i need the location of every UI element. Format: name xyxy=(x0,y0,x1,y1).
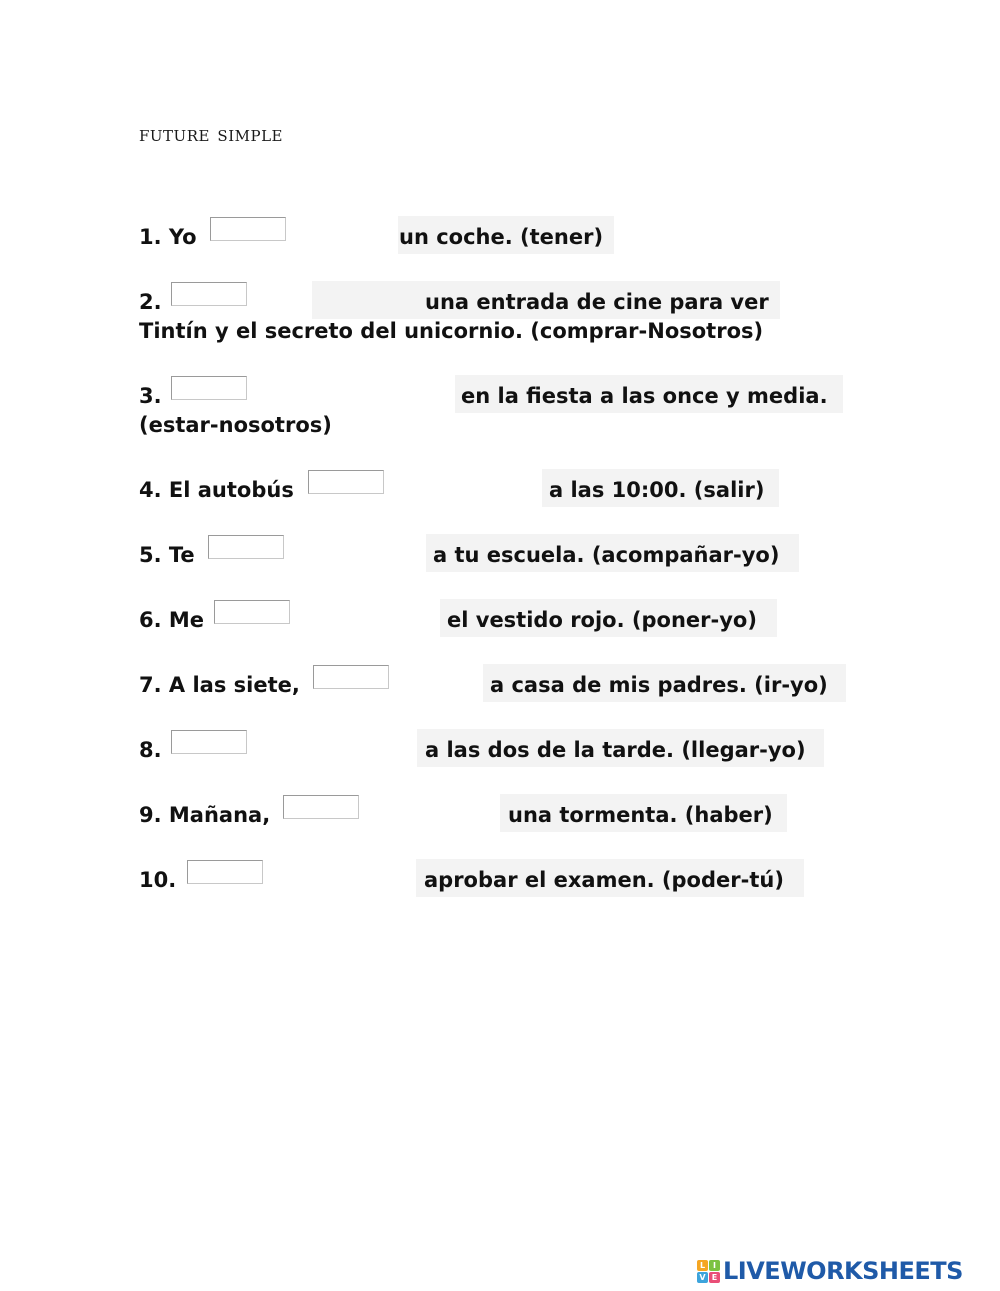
item-7-answer-input[interactable] xyxy=(313,665,389,689)
item-6-prefix: 6. Me xyxy=(139,608,205,632)
item-6-suffix: el vestido rojo. (poner-yo) xyxy=(447,608,757,632)
item-8-suffix: a las dos de la tarde. (llegar-yo) xyxy=(425,738,806,762)
item-1-prefix: 1. Yo xyxy=(139,225,197,249)
logo-mark-icon xyxy=(697,1260,720,1283)
item-3-suffix-line2: (estar-nosotros) xyxy=(139,413,332,437)
item-10-suffix: aprobar el examen. (poder-tú) xyxy=(424,868,784,892)
item-2-prefix: 2. xyxy=(139,290,162,314)
item-1-suffix: un coche. (tener) xyxy=(399,225,604,249)
item-7-prefix: 7. A las siete, xyxy=(139,673,300,697)
item-8-prefix: 8. xyxy=(139,738,162,762)
logo-mark-cell: I xyxy=(709,1260,720,1271)
logo-mark-cell: V xyxy=(697,1272,708,1283)
logo-text: LIVEWORKSHEETS xyxy=(723,1257,963,1285)
item-4-answer-input[interactable] xyxy=(308,470,384,494)
item-6-answer-input[interactable] xyxy=(214,600,290,624)
item-3-suffix: en la fiesta a las once y media. xyxy=(461,384,828,408)
item-10-answer-input[interactable] xyxy=(187,860,263,884)
item-10-prefix: 10. xyxy=(139,868,177,892)
item-9-prefix: 9. Mañana, xyxy=(139,803,271,827)
item-2-suffix-line2: Tintín y el secreto del unicornio. (comprar-Nosotros) xyxy=(139,319,764,343)
item-8-answer-input[interactable] xyxy=(171,730,247,754)
liveworksheets-logo xyxy=(697,1256,963,1286)
item-4-prefix: 4. El autobús xyxy=(139,478,294,502)
item-3-prefix: 3. xyxy=(139,384,162,408)
item-5-answer-input[interactable] xyxy=(208,535,284,559)
worksheet-title: future simple xyxy=(139,122,283,147)
item-2-suffix: una entrada de cine para ver xyxy=(425,290,769,314)
item-9-answer-input[interactable] xyxy=(283,795,359,819)
item-5-prefix: 5. Te xyxy=(139,543,195,567)
item-3-answer-input[interactable] xyxy=(171,376,247,400)
item-1-answer-input[interactable] xyxy=(210,217,286,241)
item-7-suffix: a casa de mis padres. (ir-yo) xyxy=(490,673,828,697)
item-9-suffix: una tormenta. (haber) xyxy=(508,803,773,827)
item-5-suffix: a tu escuela. (acompañar-yo) xyxy=(433,543,780,567)
item-4-suffix: a las 10:00. (salir) xyxy=(549,478,765,502)
logo-mark-cell: L xyxy=(697,1260,708,1271)
item-2-answer-input[interactable] xyxy=(171,282,247,306)
logo-mark-cell: E xyxy=(709,1272,720,1283)
